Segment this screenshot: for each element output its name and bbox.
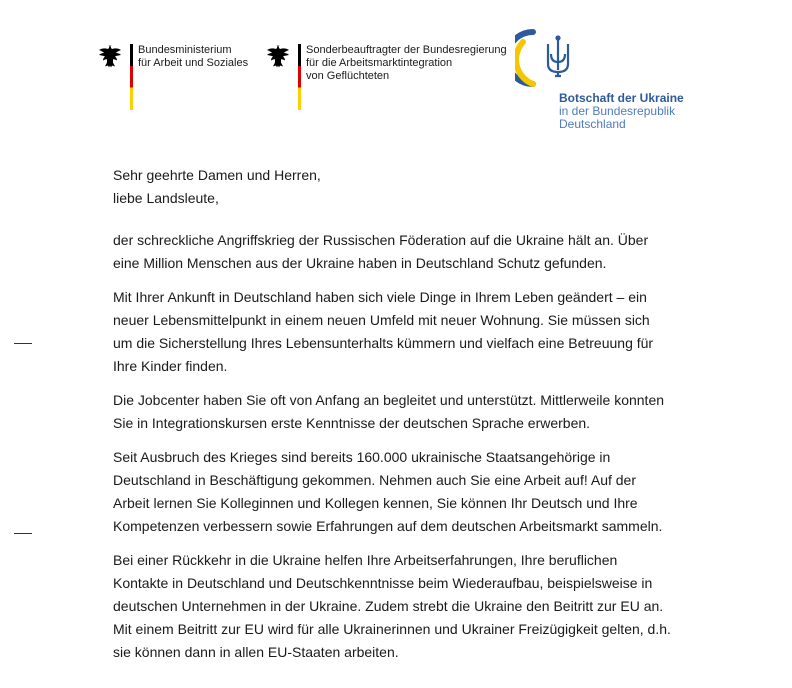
fold-mark [14, 343, 32, 344]
ukraine-trident-icon [515, 28, 581, 88]
sb-line: von Geflüchteten [306, 70, 390, 82]
text-line: Sie in Integrationskursen erste Kenntnisse der deutschen Sprache erwerben. [113, 415, 591, 431]
text-line: Mit einem Beitritt zur EU wird für alle Ukrainerinnen und Ukrainer Freizügigkeit gelten, d.h. [113, 621, 671, 637]
text-line: Deutschland in Beschäftigung gekommen. Nehmen auch Sie eine Arbeit auf! Auf der [113, 472, 636, 488]
embassy-text [559, 91, 684, 131]
text-line: Kompetenzen verbessern sowie Erfahrungen auf dem deutschen Arbeitsmarkt sammeln. [113, 518, 663, 534]
text-line: Die Jobcenter haben Sie oft von Anfang an begleitet und unterstützt. Mittlerweile konnten [113, 392, 665, 408]
letter-body [113, 164, 713, 675]
greeting-line: liebe Landsleute, [113, 190, 219, 206]
paragraph [113, 549, 713, 664]
text-line: Ihre Kinder finden. [113, 358, 228, 374]
text-line: Bei einer Rückkehr in die Ukraine helfen Ihre Arbeitserfahrungen, Ihre beruflichen [113, 552, 618, 568]
paragraph [113, 286, 713, 378]
federal-eagle-icon [98, 42, 126, 70]
federal-eagle-icon [266, 42, 294, 70]
bmas-line: für Arbeit und Soziales [138, 57, 249, 69]
text-line: deutschen Unternehmen in der Ukraine. Zudem strebt die Ukraine den Beitritt zur EU an. [113, 598, 664, 614]
bmas-line: Bundesministerium [138, 44, 232, 56]
sb-line: Sonderbeauftragter der Bundesregierung [306, 44, 507, 56]
greeting-line: Sehr geehrte Damen und Herren, [113, 167, 321, 183]
text-line: Seit Ausbruch des Krieges sind bereits 160.000 ukrainische Staatsangehörige in [113, 449, 611, 465]
text-line: der schreckliche Angriffskrieg der Russischen Föderation auf die Ukraine hält an. Über [113, 232, 649, 248]
paragraph [113, 389, 713, 435]
sonderbeauftragter-text [306, 44, 507, 83]
text-line: sie können dann in allen EU-Staaten arbeiten. [113, 644, 399, 660]
flag-bar [130, 44, 133, 110]
fold-mark [14, 533, 32, 534]
embassy-line: Deutschland [559, 117, 626, 131]
paragraph [113, 229, 713, 275]
sb-line: für die Arbeitsmarktintegration [306, 57, 453, 69]
text-line: Arbeit lernen Sie Kolleginnen und Kollegen kennen, Sie können Ihr Deutsch und Ihre [113, 495, 638, 511]
text-line: Kontakte in Deutschland und Deutschkenntnisse beim Wiederaufbau, beispielsweise in [113, 575, 653, 591]
text-line: neuer Lebensmittelpunkt in einem neuen Umfeld mit neuer Wohnung. Sie müssen sich [113, 312, 650, 328]
greeting [113, 164, 713, 210]
embassy-line: in der Bundesrepublik [559, 104, 676, 118]
text-line: eine Million Menschen aus der Ukraine haben in Deutschland Schutz gefunden. [113, 255, 607, 271]
bmas-text [138, 44, 248, 70]
text-line: um die Sicherstellung Ihres Lebensunterhalts kümmern und vielfach eine Betreuung für [113, 335, 654, 351]
paragraph [113, 446, 713, 538]
flag-bar [298, 44, 301, 110]
embassy-title: Botschaft der Ukraine [559, 91, 684, 105]
text-line: Mit Ihrer Ankunft in Deutschland haben sich viele Dinge in Ihrem Leben geändert – ein [113, 289, 647, 305]
